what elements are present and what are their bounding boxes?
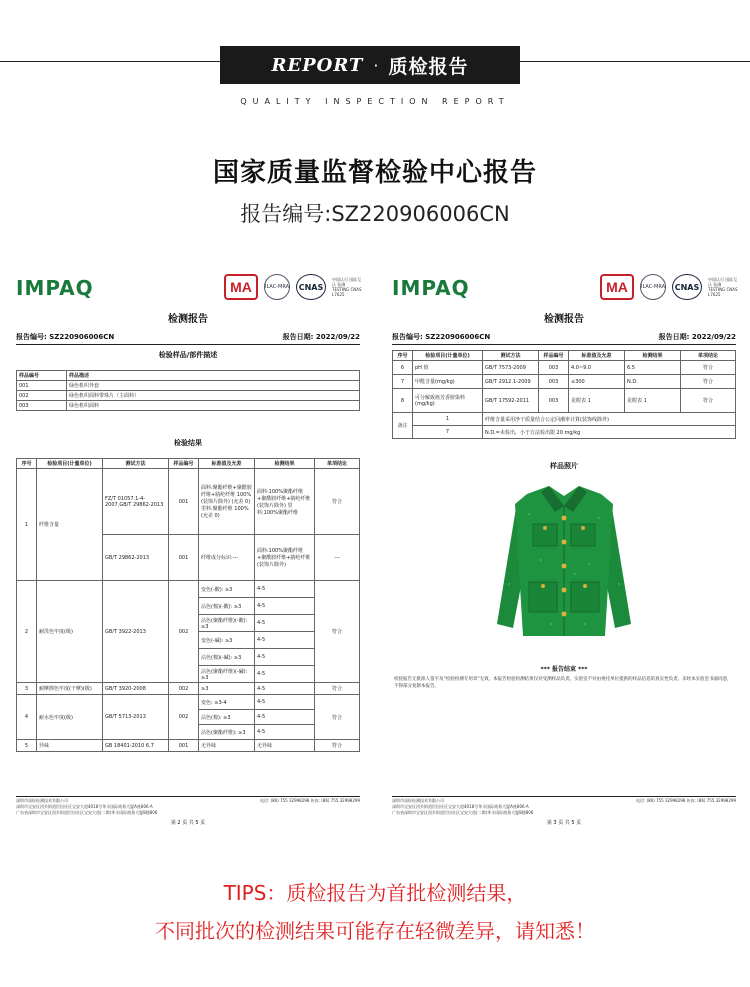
table-header: 测试方法 (103, 459, 169, 469)
cell: 变色(-碱): ≥3 (199, 632, 255, 649)
header-title-cn: 质检报告 (388, 55, 469, 78)
cnas-mark: CNAS (672, 274, 702, 300)
table-row (17, 381, 360, 391)
report-page-3 (384, 268, 744, 828)
table-header: 标准值及允差 (569, 351, 625, 361)
report-title: 检测报告 (544, 314, 584, 325)
footer-rule (16, 796, 360, 797)
cell: 沾色(棉): ≥3 (199, 710, 255, 725)
cnas-mark: CNAS (296, 274, 326, 300)
cell: GB/T 17592-2011 (483, 389, 539, 413)
cell: 002 (169, 683, 199, 695)
cell: 面料:100%聚酯纤维+聚酰胺纤维+腈纶纤维 (装饰片除外) 里料:100%聚酯纤维 (255, 469, 315, 535)
table-row (17, 740, 360, 752)
cell: 4-5 (255, 725, 315, 740)
table-header: 单项结论 (681, 351, 736, 361)
results-table-continued (392, 350, 736, 439)
page-title: 国家质量监督检验中心报告 (212, 158, 537, 188)
cell: FZ/T 01057.1-4-2007,GB/T 29862-2013 (103, 469, 169, 535)
table-header: 序号 (393, 351, 413, 361)
footer-rule (392, 796, 736, 797)
certification-marks (224, 274, 362, 300)
cell: pH 值 (413, 361, 483, 375)
cell: ≥3 (199, 683, 255, 695)
cell: 纤维含量采用净干质量结合公定回潮率计算(装饰线除外) (483, 413, 736, 426)
ilac-mra-mark: ILAC-MRA (264, 274, 290, 300)
footer-addr2: 广东省深圳市宝安区西乡街道臣田社区宝安大道(二期)华丰国际商务大厦8楼806 (392, 810, 534, 815)
table-header-row (393, 351, 736, 361)
cell: 002 (169, 581, 199, 683)
cell: 符合 (315, 469, 360, 535)
footer-org: 深圳市质检检测技术有限公司 (392, 798, 444, 803)
cell: 无异味 (255, 740, 315, 752)
cell: 7 (413, 426, 483, 439)
table-row (393, 389, 736, 413)
tips-line-1: TIPS：质检报告为首批检测结果， (223, 881, 527, 905)
header-subtitle: QUALITY INSPECTION REPORT (240, 97, 510, 106)
cell: GB/T 29862-2013 (103, 535, 169, 581)
table-header: 样品描述 (67, 371, 360, 381)
table-header: 检测结果 (255, 459, 315, 469)
cell: 符合 (681, 375, 736, 389)
table-header-row (17, 459, 360, 469)
cell: GB/T 7573-2009 (483, 361, 539, 375)
cell: 1 (17, 469, 37, 581)
page-number: 第 3 页 共 5 页 (546, 820, 582, 826)
cell: 绿色机织面料带珠片（主面料） (67, 391, 360, 401)
footer-phone: 电话: (86) 755 32998298 传真: (86) 755 32998299 (259, 798, 360, 803)
cell: 甲醛含量(mg/kg) (413, 375, 483, 389)
cell: 4-5 (255, 666, 315, 683)
cell: 符合 (315, 683, 360, 695)
table-header: 样品编号 (17, 371, 67, 381)
results-table (16, 458, 360, 752)
cell: 可分解致癌芳香胺染料(mg/kg) (413, 389, 483, 413)
cell: 002 (169, 695, 199, 740)
cell: 8 (393, 389, 413, 413)
cell: 4-5 (255, 598, 315, 615)
cell: 绿色机织外套 (67, 381, 360, 391)
cell: 沾色(聚酯纤维)(-碱): ≥3 (199, 666, 255, 683)
cell: 沾色(聚酯纤维): ≥3 (199, 725, 255, 740)
cell: N.D. (625, 375, 681, 389)
cell: 面料:聚酯纤维+聚酰胺纤维+腈纶纤维 100% (装饰片除外) (允差 0) 里料:聚酯纤维 100% (允差 0) (199, 469, 255, 535)
table-row (393, 361, 736, 375)
header-title-en: REPORT (271, 54, 364, 76)
table-header: 序号 (17, 459, 37, 469)
cell: 绿色机织面料 (67, 401, 360, 411)
parts-table (16, 370, 360, 411)
table-header-row (17, 371, 360, 381)
cell: 沾色(棉)(-酸): ≥3 (199, 598, 255, 615)
cell: N.D.=未检出，小于方法检出限 20 mg/kg (483, 426, 736, 439)
report-end: *** 报告结束 *** (540, 666, 588, 673)
cell: 003 (539, 361, 569, 375)
table-header: 标准值及允差 (199, 459, 255, 469)
ma-mark: MA (224, 274, 258, 300)
table-header: 测试方法 (483, 351, 539, 361)
cell: 4-5 (255, 649, 315, 666)
cell: 符合 (681, 389, 736, 413)
cell: 纤维成分标识:--- (199, 535, 255, 581)
cell: 见附表 1 (625, 389, 681, 413)
footer-phone: 电话: (86) 755 32998298 传真: (86) 755 32998299 (635, 798, 736, 803)
table-row (393, 413, 736, 426)
table-header: 检测结果 (625, 351, 681, 361)
footer-addr: 深圳市宝安区西乡街道臣田社区宝安大道4018号华丰国际商务大厦A座806-A (16, 804, 153, 809)
cell: 耐摩擦色牢度(干摩)(级) (37, 683, 103, 695)
certification-marks (600, 274, 738, 300)
table-row (17, 401, 360, 411)
cell: 7 (393, 375, 413, 389)
report-page-2 (8, 268, 368, 828)
cell: 无异味 (199, 740, 255, 752)
table-row (17, 469, 360, 535)
cell: 耐洗色牢度(级) (37, 581, 103, 683)
ilac-mra-mark: ILAC-MRA (640, 274, 666, 300)
report-no: 报告编号: SZ220906006CN (16, 333, 115, 341)
cnas-text: 中国认可 国际互认 检测 TESTING CNAS L7625 (708, 277, 738, 297)
cell: 变色(-酸): ≥3 (199, 581, 255, 598)
green-jacket-image (489, 474, 639, 644)
cell: GB/T 3922-2013 (103, 581, 169, 683)
tips-line-2: 不同批次的检测结果可能存在轻微差异，请知悉！ (155, 919, 595, 943)
cell: 001 (169, 469, 199, 535)
table-row (17, 683, 360, 695)
table-header: 样品编号 (169, 459, 199, 469)
cell: 符合 (681, 361, 736, 375)
report-disclaimer: 检验报告无批准人签字及“检验检测专用章”无效。本报告检验检测结果仅对受测样品负责。实验室不对由委托单位提供的样品信息的真实性负责。未经本实验室书面同意，不得部分复制本报告。 (394, 677, 732, 689)
report-date: 报告日期: 2022/09/22 (658, 333, 736, 341)
footer-addr: 深圳市宝安区西乡街道臣田社区宝安大道4018号华丰国际商务大厦A座806-A (392, 804, 529, 809)
ma-mark: MA (600, 274, 634, 300)
cell: 符合 (315, 740, 360, 752)
cnas-text: 中国认可 国际互认 检测 TESTING CNAS L7625 (332, 277, 362, 297)
report-meta (16, 332, 360, 345)
cell: --- (315, 535, 360, 581)
cell: 符合 (315, 581, 360, 683)
parts-section-title: 检验样品/部件描述 (158, 351, 218, 359)
cell: 001 (169, 535, 199, 581)
table-row (17, 581, 360, 598)
cell: 003 (539, 375, 569, 389)
impaq-logo: IMPAQ (392, 276, 470, 300)
cell: 4-5 (255, 695, 315, 710)
report-meta (392, 332, 736, 345)
cell: 沾色(聚酯纤维)(-酸): ≥3 (199, 615, 255, 632)
cell: 面料:100%聚酯纤维+聚酰胺纤维+腈纶纤维 (装饰片除外) (255, 535, 315, 581)
cell: 003 (539, 389, 569, 413)
header-banner (220, 46, 520, 84)
cell: 4-5 (255, 615, 315, 632)
table-header: 样品编号 (539, 351, 569, 361)
cell: GB/T 3920-2008 (103, 683, 169, 695)
cell: GB/T 5713-2013 (103, 695, 169, 740)
cell: 6 (393, 361, 413, 375)
footer-addr2: 广东省深圳市宝安区西乡街道臣田社区宝安大道(二期)华丰国际商务大厦8楼806 (16, 810, 158, 815)
cell: 4-5 (255, 581, 315, 598)
cell: 5 (17, 740, 37, 752)
table-row (393, 426, 736, 439)
report-date: 报告日期: 2022/09/22 (282, 333, 360, 341)
impaq-logo: IMPAQ (16, 276, 94, 300)
report-title: 检测报告 (168, 314, 208, 325)
cell: 变色: ≥3-4 (199, 695, 255, 710)
table-header: 单项结论 (315, 459, 360, 469)
cell: GB/T 2912.1-2009 (483, 375, 539, 389)
results-section-title: 检验结果 (174, 439, 202, 447)
cell: 001 (17, 381, 67, 391)
cell: GB 18401-2010 6.7 (103, 740, 169, 752)
cell: 1 (413, 413, 483, 426)
cell: 4-5 (255, 710, 315, 725)
cell: 6.5 (625, 361, 681, 375)
header-dot: · (373, 55, 379, 75)
table-header: 检验项目(计量单位) (413, 351, 483, 361)
table-row (17, 695, 360, 710)
cell: 001 (169, 740, 199, 752)
cell: 备注 (393, 413, 413, 439)
cell: 002 (17, 391, 67, 401)
cell: 4-5 (255, 632, 315, 649)
cell: 4-5 (255, 683, 315, 695)
table-row (393, 375, 736, 389)
cell: 符合 (315, 695, 360, 740)
page-number: 第 2 页 共 5 页 (170, 820, 206, 826)
cell: 见附表 1 (569, 389, 625, 413)
footer-org: 深圳市质检检测技术有限公司 (16, 798, 68, 803)
report-no: 报告编号: SZ220906006CN (392, 333, 491, 341)
cell: 4.0~9.0 (569, 361, 625, 375)
cell: ≤300 (569, 375, 625, 389)
cell: 沾色(棉)(-碱): ≥3 (199, 649, 255, 666)
cell: 异味 (37, 740, 103, 752)
cell: 3 (17, 683, 37, 695)
table-row (17, 391, 360, 401)
sample-photo-title: 样品照片 (550, 462, 578, 470)
cell: 2 (17, 581, 37, 683)
table-header: 检验项目(计量单位) (37, 459, 103, 469)
cell: 4 (17, 695, 37, 740)
cell: 纤维含量 (37, 469, 103, 581)
report-number: 报告编号:SZ220906006CN (240, 202, 510, 226)
cell: 003 (17, 401, 67, 411)
cell: 耐水色牢度(级) (37, 695, 103, 740)
